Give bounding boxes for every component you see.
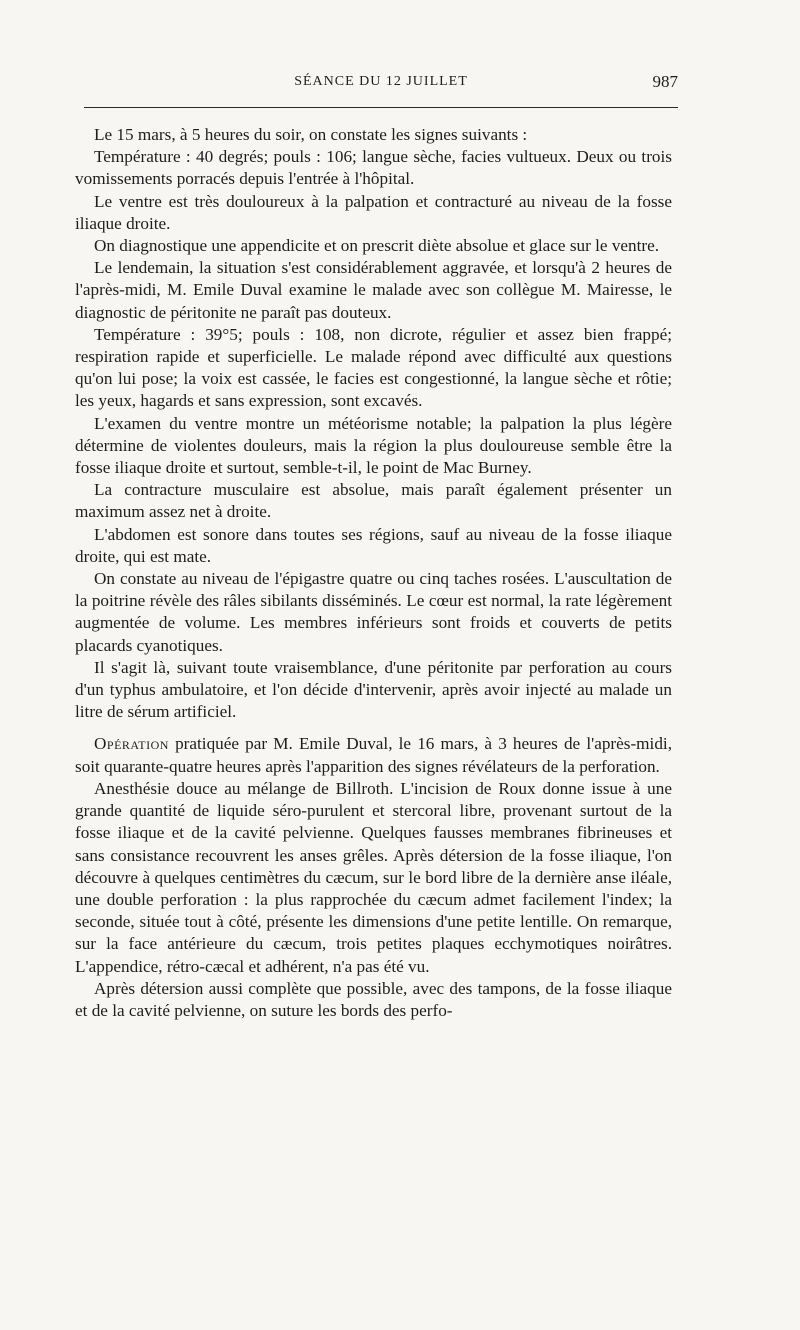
paragraph: Température : 40 degrés; pouls : 106; langue sèche, facies vultueux. Deux ou trois vomissements porracés depuis l'entrée à l'hôpital. <box>75 147 672 189</box>
paragraph: Après détersion aussi complète que possible, avec des tampons, de la fosse iliaque et de la cavité pelvienne, on suture les bords des perfo- <box>75 978 672 1020</box>
page-number: 987 <box>652 72 678 91</box>
running-head <box>84 72 678 96</box>
paragraph: L'abdomen est sonore dans toutes ses régions, sauf au niveau de la fosse iliaque droite, qui est mate. <box>75 524 672 566</box>
operation-paragraph <box>75 733 672 777</box>
paragraph: Il s'agit là, suivant toute vraisemblance, d'une péritonite par perforation au cours d'un typhus ambulatoire, et l'on décide d'intervenir, après avoir injecté au malade un litre de sérum artificiel. <box>75 657 672 722</box>
paragraph: Température : 39°5; pouls : 108, non dicrote, régulier et assez bien frappé; respiration rapide et superficielle. Le malade répond avec difficulté aux questions qu'on lui pose; la voix est cassée, le facies est congestionné, la langue sèche et rôtie; les yeux, hagards et sans expression, sont excavés. <box>75 324 672 411</box>
paragraph: On diagnostique une appendicite et on prescrit diète absolue et glace sur le ventre. <box>94 236 660 256</box>
paragraph: Le lendemain, la situation s'est considérablement aggravée, et lorsqu'à 2 heures de l'après-midi, M. Emile Duval examine le malade avec son collègue M. Mairesse, le diagnostic de péritonite ne paraît pas douteux. <box>75 258 672 322</box>
running-title: SÉANCE DU 12 JUILLET <box>294 74 468 89</box>
body-text <box>75 124 672 1022</box>
paragraph: La contracture musculaire est absolue, mais paraît également présenter un maximum assez net à droite. <box>75 480 672 522</box>
operation-text: pratiquée par M. Emile Duval, le 16 mars, à 3 heures de l'après-midi, soit quarante-quatre heures après l'apparition des signes révélateurs de la perforation. <box>75 734 672 776</box>
paragraph: Le ventre est très douloureux à la palpation et contracturé au niveau de la fosse iliaque droite. <box>75 191 672 233</box>
paragraph: Le 15 mars, à 5 heures du soir, on constate les signes suivants : <box>94 125 528 144</box>
operation-label: Opération <box>94 734 169 754</box>
paragraph: Anesthésie douce au mélange de Billroth. L'incision de Roux donne issue à une grande quantité de liquide séro-purulent et stercoral libre, provenant surtout de la fosse iliaque et de la cavité pelvienne. Quelques fausses membranes fibrineuses et sans consistance recouvrent les anses grêles. Après détersion de la fosse iliaque, l'on découvre à quelques centimètres du cæcum, sur le bord libre de la dernière anse iléale, une double perforation : la plus rapprochée du cæcum admet facilement l'index; la seconde, située tout à côté, présente les dimensions d'une petite lentille. On remarque, sur la face antérieure du cæcum, trois petites plaques ecchymotiques noirâtres. L'appendice, rétro-cæcal et adhérent, n'a pas été vu. <box>75 778 672 976</box>
paragraph: On constate au niveau de l'épigastre quatre ou cinq taches rosées. L'auscultation de la poitrine révèle des râles sibilants disséminés. Le cœur est normal, la rate légèrement augmentée de volume. Les membres inférieurs sont froids et couverts de petits placards cyanotiques. <box>75 569 672 655</box>
paragraph: L'examen du ventre montre un météorisme notable; la palpation la plus légère détermine de violentes douleurs, mais la région la plus douloureuse semble être la fosse iliaque droite et surtout, semble-t-il, le point de Mac Burney. <box>75 413 672 478</box>
header-rule <box>84 107 678 108</box>
